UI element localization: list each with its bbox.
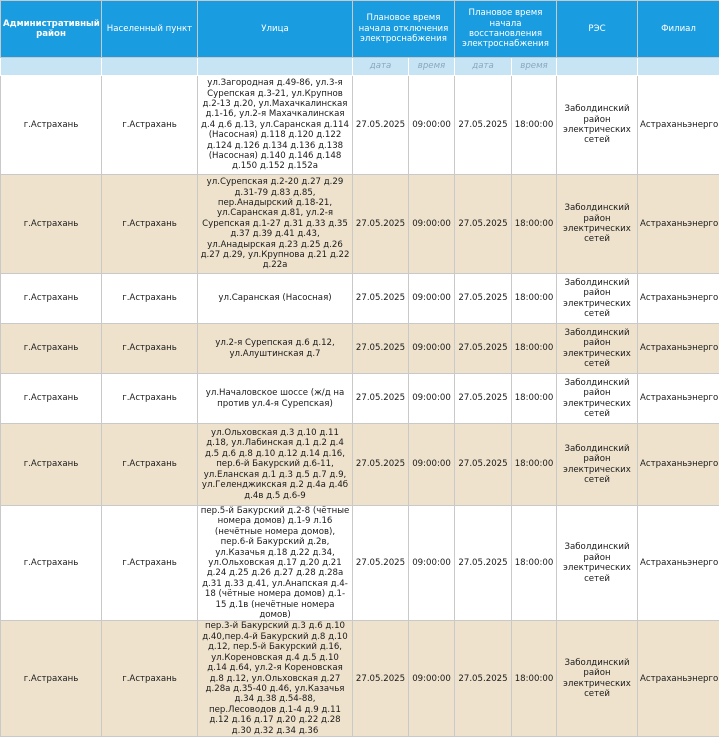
on-date-cell: 27.05.2025 (455, 324, 512, 374)
on-date-cell: 27.05.2025 (455, 175, 512, 274)
branch-cell: Астраханьэнерго (638, 76, 719, 175)
header-planned-on: Плановое время начала восстановления электроснабжения (455, 1, 557, 58)
off-time-cell: 09:00:00 (409, 374, 455, 424)
district-cell: г.Астрахань (1, 374, 102, 424)
settlement-cell: г.Астрахань (102, 324, 198, 374)
street-cell: ул.Саранская (Насосная) (198, 274, 353, 324)
off-date-cell: 27.05.2025 (353, 506, 409, 621)
subheader-on-time: время (512, 58, 557, 76)
res-cell: Заболдинский район электрических сетей (557, 175, 638, 274)
table-row (1, 621, 719, 736)
table-row (1, 175, 719, 274)
subheader-blank (198, 58, 353, 76)
settlement-cell: г.Астрахань (102, 175, 198, 274)
res-cell: Заболдинский район электрических сетей (557, 324, 638, 374)
table-header (1, 1, 719, 76)
district-cell: г.Астрахань (1, 76, 102, 175)
subheader-on-date: дата (455, 58, 512, 76)
settlement-cell: г.Астрахань (102, 274, 198, 324)
street-cell: пер.3-й Бакурский д.3 д.6 д.10 д.40,пер.4-й Бакурский д.8 д.10 д.12, пер.5-й Бакурский д.16, ул.Кореновская д.4 д.5 д.10 д.14 д.64, ул.2-я Кореновская д.8 д.12, ул.Ольховская д.27 д.28а д.35-40 д.46, ул.Казачья д.34 д.38 д.54-88, пер.Лесоводов д.1-4 д.9 д.11 д.12 д.16 д.17 д.20 д.22 д.28 д.30 д.32 д.34 д.36 (198, 621, 353, 736)
header-settlement: Населенный пункт (102, 1, 198, 58)
branch-cell: Астраханьэнерго (638, 324, 719, 374)
street-cell: ул.Ольховская д.3 д.10 д.11 д.18, ул.Лабинская д.1 д.2 д.4 д.5 д.6 д.8 д.10 д.12 д.14 д.16, пер.6-й Бакурский д.6-11, ул.Еланская д.1 д.3 д.5 д.7 д.9, ул.Геленджикская д.2 д.4а д.4б д.4в д.5 д.6-9 (198, 424, 353, 506)
on-date-cell: 27.05.2025 (455, 424, 512, 506)
on-date-cell: 27.05.2025 (455, 374, 512, 424)
on-date-cell: 27.05.2025 (455, 621, 512, 736)
off-time-cell: 09:00:00 (409, 621, 455, 736)
on-date-cell: 27.05.2025 (455, 506, 512, 621)
table-row (1, 374, 719, 424)
off-time-cell: 09:00:00 (409, 324, 455, 374)
subheader-blank (638, 58, 719, 76)
street-cell: ул.Сурепская д.2-20 д.27 д.29 д.31-79 д.83 д.85, пер.Анадырский д.18-21, ул.Саранская д.81, ул.2-я Сурепская д.1-27 д.31 д.33 д.35 д.37 д.39 д.41 д.43, ул.Анадырская д.23 д.25 д.26 д.27 д.29, ул.Крупнова д.21 д.22 д.22а (198, 175, 353, 274)
header-admin-district: Административный район (1, 1, 102, 58)
off-date-cell: 27.05.2025 (353, 175, 409, 274)
on-time-cell: 18:00:00 (512, 621, 557, 736)
on-time-cell: 18:00:00 (512, 175, 557, 274)
table-row (1, 506, 719, 621)
header-branch: Филиал (638, 1, 719, 58)
branch-cell: Астраханьэнерго (638, 274, 719, 324)
settlement-cell: г.Астрахань (102, 621, 198, 736)
off-date-cell: 27.05.2025 (353, 424, 409, 506)
on-time-cell: 18:00:00 (512, 274, 557, 324)
table-row (1, 274, 719, 324)
district-cell: г.Астрахань (1, 506, 102, 621)
subheader-off-date: дата (353, 58, 409, 76)
street-cell: ул.Загородная д.49-86, ул.3-я Сурепская д.3-21, ул.Крупнов д.2-13 д.20, ул.Махачкалинская д.1-16, ул.2-я Махачкалинская д.4 д.6 д.13, ул.Саранская д.114 (Насосная) д.118 д.120 д.122 д.124 д.126 д.134 д.136 д.138 (Насосная) д.140 д.146 д.148 д.150 д.152 д.152а (198, 76, 353, 175)
table-row (1, 424, 719, 506)
header-street: Улица (198, 1, 353, 58)
on-time-cell: 18:00:00 (512, 324, 557, 374)
subheader-blank (557, 58, 638, 76)
off-time-cell: 09:00:00 (409, 175, 455, 274)
res-cell: Заболдинский район электрических сетей (557, 506, 638, 621)
res-cell: Заболдинский район электрических сетей (557, 76, 638, 175)
district-cell: г.Астрахань (1, 621, 102, 736)
district-cell: г.Астрахань (1, 324, 102, 374)
table-body (1, 76, 719, 737)
district-cell: г.Астрахань (1, 175, 102, 274)
off-time-cell: 09:00:00 (409, 274, 455, 324)
settlement-cell: г.Астрахань (102, 424, 198, 506)
off-time-cell: 09:00:00 (409, 424, 455, 506)
on-date-cell: 27.05.2025 (455, 76, 512, 175)
off-time-cell: 09:00:00 (409, 506, 455, 621)
on-time-cell: 18:00:00 (512, 424, 557, 506)
street-cell: пер.5-й Бакурский д.2-8 (чётные номера домов) д.1-9 л.16 (нечётные номера домов), пер.6-й Бакурский д.2в, ул.Казачья д.18 д.22 д.34, ул.Ольховская д.17 д.20 д.21 д.24 д.25 д.26 д.27 д.28 д.28а д.31 д.33 д.41, ул.Анапская д.4-18 (чётные номера домов) д.1-15 д.1в (нечётные номера домов) (198, 506, 353, 621)
res-cell: Заболдинский район электрических сетей (557, 374, 638, 424)
settlement-cell: г.Астрахань (102, 374, 198, 424)
on-date-cell: 27.05.2025 (455, 274, 512, 324)
on-time-cell: 18:00:00 (512, 374, 557, 424)
res-cell: Заболдинский район электрических сетей (557, 621, 638, 736)
subheader-blank (102, 58, 198, 76)
branch-cell: Астраханьэнерго (638, 175, 719, 274)
branch-cell: Астраханьэнерго (638, 621, 719, 736)
header-planned-off: Плановое время начала отключения электроснабжения (353, 1, 455, 58)
off-date-cell: 27.05.2025 (353, 621, 409, 736)
street-cell: ул.Началовское шоссе (ж/д на против ул.4-я Сурепская) (198, 374, 353, 424)
on-time-cell: 18:00:00 (512, 506, 557, 621)
off-date-cell: 27.05.2025 (353, 76, 409, 175)
street-cell: ул.2-я Сурепская д.6 д.12, ул.Алуштинская д.7 (198, 324, 353, 374)
off-date-cell: 27.05.2025 (353, 324, 409, 374)
branch-cell: Астраханьэнерго (638, 424, 719, 506)
subheader-off-time: время (409, 58, 455, 76)
res-cell: Заболдинский район электрических сетей (557, 424, 638, 506)
district-cell: г.Астрахань (1, 274, 102, 324)
off-date-cell: 27.05.2025 (353, 274, 409, 324)
table-row (1, 76, 719, 175)
settlement-cell: г.Астрахань (102, 76, 198, 175)
table-row (1, 324, 719, 374)
district-cell: г.Астрахань (1, 424, 102, 506)
off-date-cell: 27.05.2025 (353, 374, 409, 424)
off-time-cell: 09:00:00 (409, 76, 455, 175)
settlement-cell: г.Астрахань (102, 506, 198, 621)
branch-cell: Астраханьэнерго (638, 374, 719, 424)
res-cell: Заболдинский район электрических сетей (557, 274, 638, 324)
on-time-cell: 18:00:00 (512, 76, 557, 175)
header-res: РЭС (557, 1, 638, 58)
subheader-blank (1, 58, 102, 76)
branch-cell: Астраханьэнерго (638, 506, 719, 621)
